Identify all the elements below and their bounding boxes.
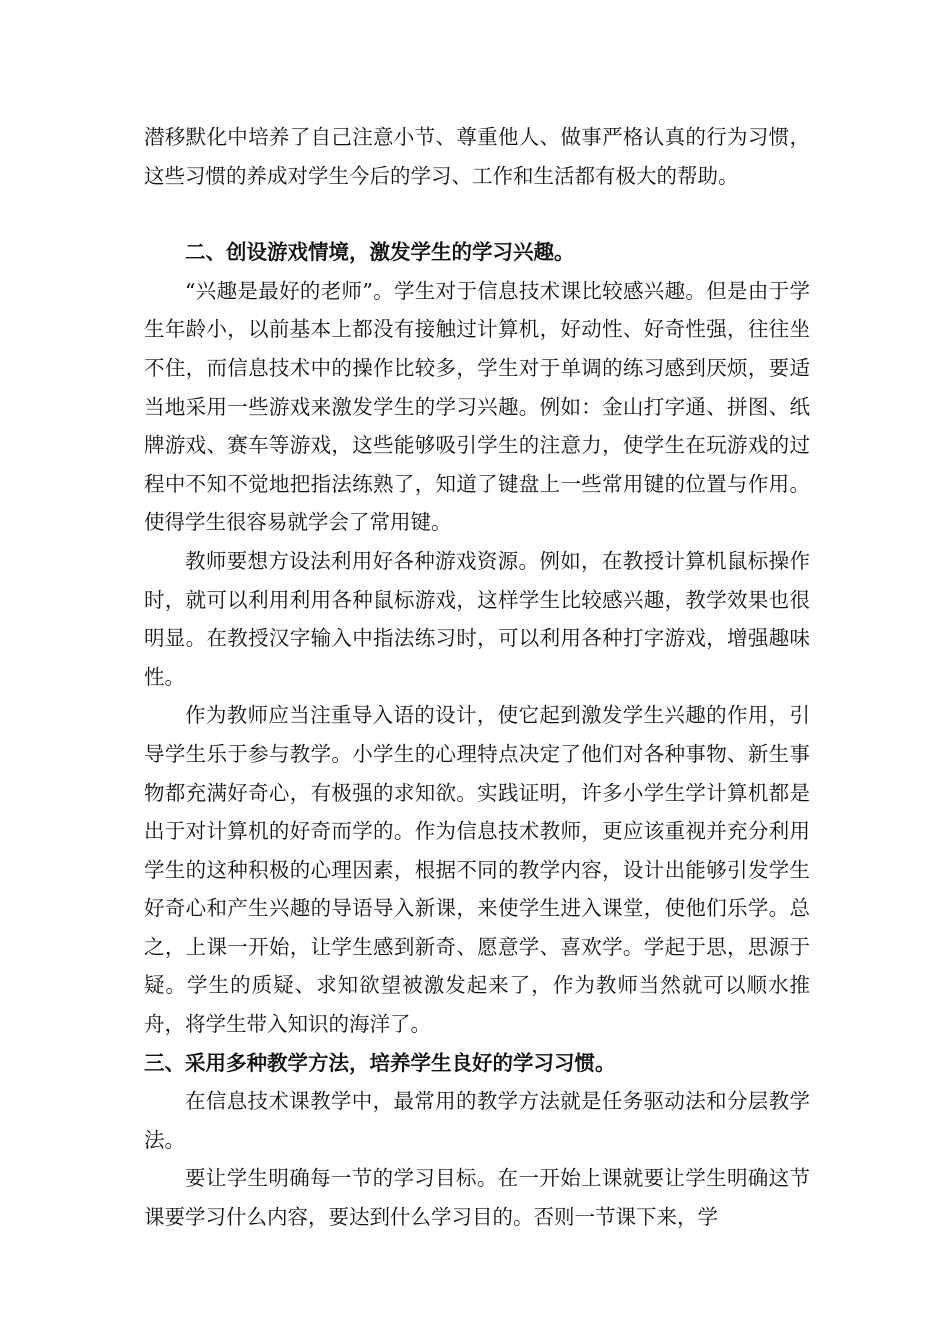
section-heading-3: 三、采用多种教学方法，培养学生良好的学习习惯。 [144, 1050, 616, 1075]
paragraph-goals: 要让学生明确每一节的学习目标。在一开始上课就要让学生明确这节课要学习什么内容，要达到什么学习目的。否则一节课下来，学 [144, 1166, 810, 1230]
paragraph-gap [144, 195, 810, 233]
section-heading-2: 二、创设游戏情境，激发学生的学习兴趣。 [185, 240, 575, 265]
paragraph-methods: 在信息技术课教学中，最常用的教学方法就是任务驱动法和分层教学法。 [144, 1089, 810, 1152]
paragraph-interest: “兴趣是最好的老师”。学生对于信息技术课比较感兴趣。但是由于学生年龄小，以前基本上都没有接触过计算机，好动性、好奇性强，往往坐不住，而信息技术中的操作比较多，学生对于单调的练习感到厌烦，要适当地采用一些游戏来激发学生的学习兴趣。例如：金山打字通、拼图、纸牌游戏、赛车等游戏，这些能够吸引学生的注意力，使学生在玩游戏的过程中不知不觉地把指法练熟了，知道了键盘上一些常用键的位置与作用。使得学生很容易就学会了常用键。 [144, 278, 810, 535]
paragraph-intro: 作为教师应当注重导入语的设计，使它起到激发学生兴趣的作用，引导学生乐于参与教学。小学生的心理特点决定了他们对各种事物、新生事物都充满好奇心，有极强的求知欲。实践证明，许多小学生学计算机都是出于对计算机的好奇而学的。作为信息技术教师，更应该重视并充分利用学生的这种积极的心理因素，根据不同的教学内容，设计出能够引发学生好奇心和产生兴趣的导语导入新课，来使学生进入课堂，使他们乐学。总之，上课一开始，让学生感到新奇、愿意学、喜欢学。学起于思，思源于疑。学生的质疑、求知欲望被激发起来了，作为教师当然就可以顺水推舟，将学生带入知识的海洋了。 [144, 703, 810, 1037]
paragraph-games: 教师要想方设法利用好各种游戏资源。例如，在教授计算机鼠标操作时，就可以利用利用各种鼠标游戏，这样学生比较感兴趣，教学效果也很明显。在教授汉字输入中指法练习时，可以利用各种打字游戏，增强趣味性。 [144, 548, 810, 689]
document-body [144, 118, 810, 1237]
paragraph-continuation: 潜移默化中培养了自己注意小节、尊重他人、做事严格认真的行为习惯，这些习惯的养成对学生今后的学习、工作和生活都有极大的帮助。 [144, 125, 810, 188]
